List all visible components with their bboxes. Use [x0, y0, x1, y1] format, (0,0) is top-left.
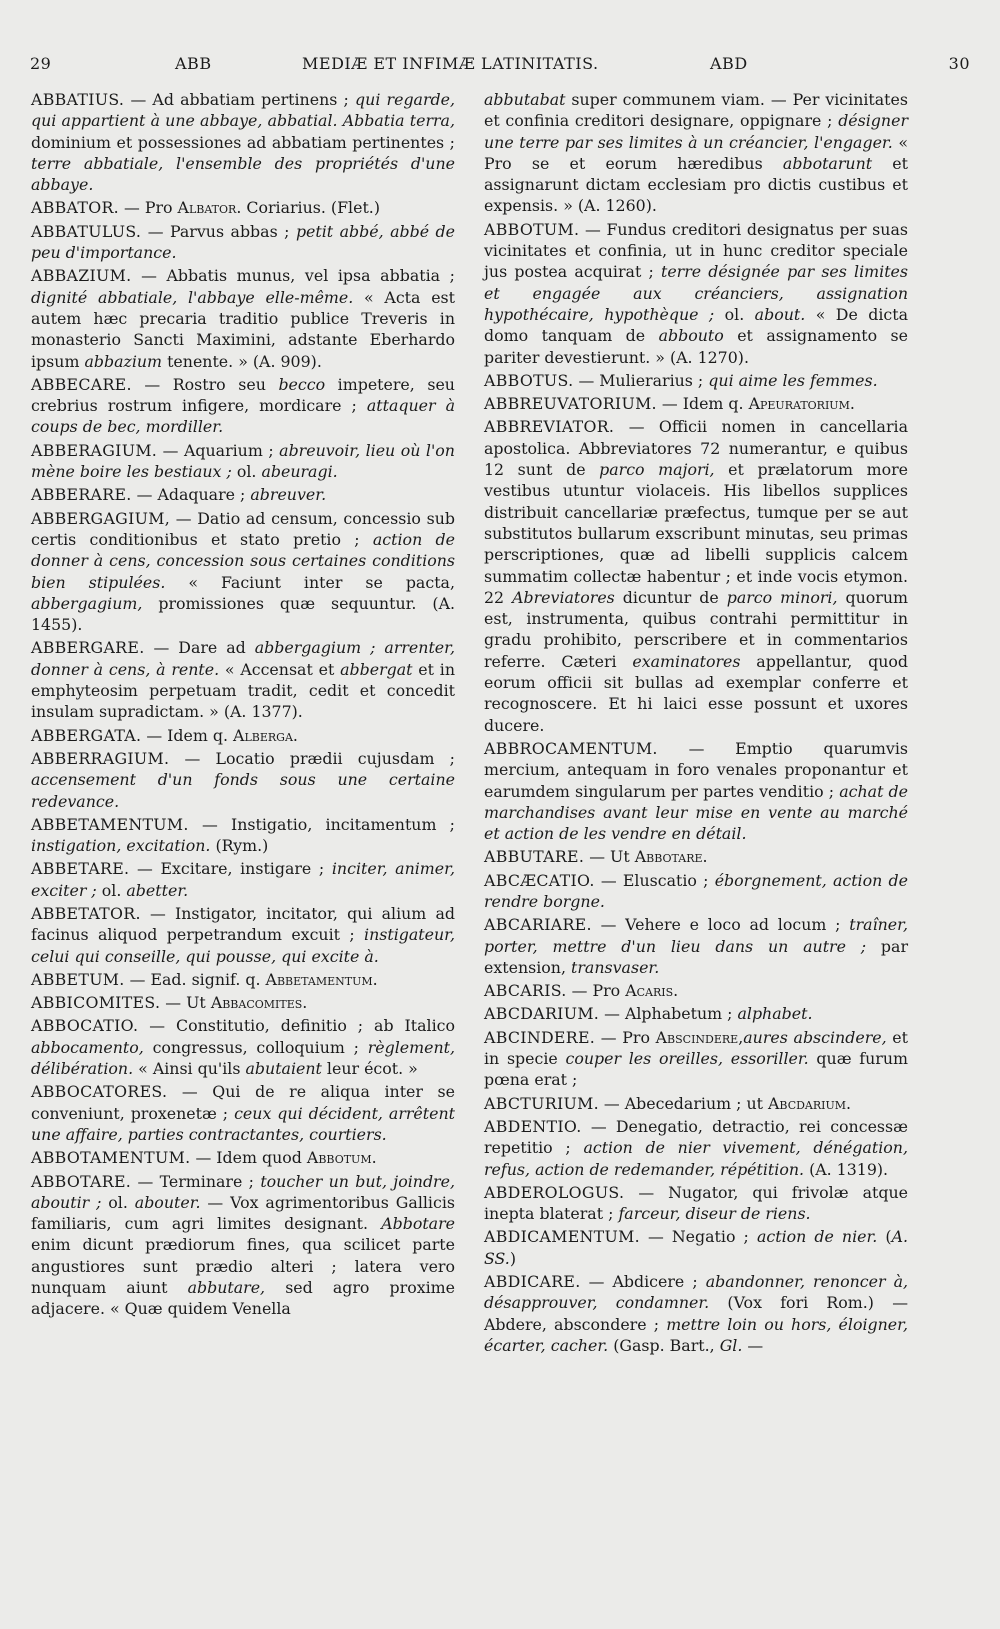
dictionary-entry — [31, 1147, 455, 1168]
dictionary-entry — [484, 1116, 908, 1180]
italic-gloss: farceur, diseur de riens. — [618, 1204, 811, 1224]
cross-reference: Abbacomites. — [210, 993, 308, 1013]
italic-gloss: examinatores — [632, 651, 741, 671]
page-header — [30, 54, 970, 80]
italic-gloss: abbutabat — [484, 90, 566, 109]
headword: ABCÆCATIO. — [484, 870, 595, 890]
definition-text: dominium et possessiones ad abbatiam pertinentes ; — [31, 132, 455, 152]
definition-text: — Abbatis munus, vel ipsa abbatia ; — [141, 266, 455, 286]
definition-text: dicuntur de — [614, 587, 727, 607]
italic-gloss: traîner, porter, mettre d'un lieu dans un autre ; — [484, 915, 908, 956]
italic-gloss: abutaient — [245, 1059, 322, 1079]
italic-gloss: inciter, animer, exciter ; — [31, 859, 455, 900]
definition-text: et assignamento se pariter devestierunt. » (A. 1270). — [484, 326, 909, 367]
definition-text: — Datio ad censum, concessio sub certis conditionibus et stato pretio ; — [31, 508, 455, 549]
italic-gloss: parco minori, — [726, 587, 838, 607]
definition-text: — Vehere e loco ad locum ; — [600, 915, 850, 935]
header-abbr-left: ABB — [175, 54, 212, 73]
definition-text: leur écot. » — [321, 1059, 418, 1079]
headword: ABBATOR. — [31, 198, 119, 218]
dictionary-entry — [31, 1015, 455, 1079]
italic-gloss: abandonner, renoncer à, désapprouver, condamner. — [484, 1272, 909, 1313]
definition-text: — Eluscatio ; — [600, 870, 715, 890]
definition-text: — Mulierarius ; — [578, 370, 709, 390]
definition-text: par extension, — [484, 936, 909, 977]
dictionary-entry — [31, 221, 455, 264]
page-number-right: 30 — [948, 54, 970, 73]
headword: ABBAZIUM. — [31, 266, 132, 286]
italic-gloss: becco — [278, 374, 326, 394]
dictionary-entry — [31, 1171, 455, 1320]
italic-gloss: action de donner à cens, concession sous certaines conditions bien stipulées. — [31, 529, 455, 592]
dictionary-entry — [31, 969, 455, 990]
definition-text: (Vox fori Rom.) — Abdere, abscondere ; — [484, 1293, 909, 1334]
headword: ABBATIUS. — [31, 90, 125, 109]
definition-text: — Ead. signif. q. — [129, 969, 266, 989]
definition-text: « Accensat et — [219, 659, 341, 679]
definition-text: — Constitutio, definitio ; ab Italico — [149, 1016, 455, 1036]
definition-text: ol. — [101, 1192, 135, 1212]
dictionary-entry — [484, 1003, 908, 1024]
headword: ABBREUVATORIUM. — [484, 394, 657, 414]
italic-gloss: abbergagium ; arrenter, donner à cens, à rente. — [31, 638, 455, 679]
cross-reference: Abcdarium. — [768, 1093, 852, 1113]
dictionary-entry — [31, 89, 455, 195]
headword: ABBECARE. — [31, 374, 132, 394]
left-column — [31, 89, 455, 1322]
definition-text: — Abecedarium ; ut — [603, 1093, 768, 1113]
italic-gloss: accensement d'un fonds sous une certaine redevance. — [31, 770, 455, 811]
italic-gloss: terre abbatiale, l'ensemble des propriétés d'une abbaye. — [31, 153, 455, 195]
italic-gloss: parco majori, — [599, 460, 715, 480]
headword: ABBERGATA. — [31, 725, 142, 745]
definition-text: — Fundus creditori designatus per suas vicinitates et confinia, ut in hunc creditor speciale jus postea acquirat ; — [484, 219, 908, 282]
definition-text: — Pro — [124, 198, 178, 218]
definition-text: « Pro se et eorum hæredibus — [484, 132, 908, 173]
dictionary-entry — [484, 1182, 908, 1225]
italic-gloss: éborgnement, action de rendre borgne. — [484, 870, 908, 911]
headword: ABBICOMITES. — [31, 993, 161, 1013]
italic-gloss: mettre loin ou hors, éloigner, écarter, cacher. — [484, 1314, 908, 1355]
headword: ABDENTIO. — [484, 1116, 582, 1136]
italic-gloss: transvaser. — [571, 957, 660, 977]
italic-gloss: Abbotare — [381, 1214, 455, 1234]
definition-text: et in emphyteosim perpetuam tradit, cedit et concedit insulam supradictam. » (A. 1377). — [31, 659, 455, 722]
definition-text: promissiones quæ sequuntur. (A. 1455). — [31, 593, 455, 635]
italic-gloss: abreuver. — [250, 485, 327, 505]
dictionary-entry — [31, 725, 455, 746]
italic-gloss: abouter. — [134, 1192, 201, 1212]
italic-gloss: couper les oreilles, essoriller. — [565, 1049, 809, 1069]
definition-text: — Abdicere ; — [588, 1272, 706, 1292]
definition-text: (Rym.) — [210, 836, 269, 856]
headword: ABDICARE. — [484, 1272, 581, 1292]
definition-text: — Idem q. — [661, 394, 749, 414]
dictionary-entry — [484, 1027, 908, 1091]
definition-text: — — [742, 1335, 764, 1355]
italic-gloss: abbutare, — [187, 1278, 266, 1298]
dictionary-entry — [484, 738, 908, 844]
cross-reference: Acaris. — [625, 981, 679, 1001]
definition-text: — Officii nomen in cancellaria apostolica. Abbreviatores 72 numerantur, e quibus 12 sunt de — [484, 417, 908, 480]
definition-text: ol. — [231, 462, 262, 482]
headword: ABBETATOR. — [31, 903, 141, 923]
italic-gloss: qui regarde, qui appartient à une abbaye, abbatial. — [31, 90, 456, 131]
cross-reference: Apeuratorium. — [748, 394, 855, 414]
dictionary-entry — [31, 903, 455, 967]
headword: ABCTURIUM. — [484, 1093, 599, 1113]
definition-text: — Ut — [589, 847, 635, 867]
definition-text: — Pro — [600, 1027, 656, 1047]
dictionary-entry — [484, 89, 908, 217]
headword: ABBOTUM. — [484, 219, 580, 239]
italic-gloss: abbergat — [340, 659, 413, 679]
headword: ABBERARE. — [31, 485, 132, 505]
headword: ABBETUM. — [31, 969, 125, 989]
dictionary-entry — [484, 1093, 908, 1114]
definition-text: — Nugator, qui frivolæ atque inepta blaterat ; — [484, 1182, 908, 1224]
definition-text: — Negatio ; — [647, 1227, 757, 1247]
definition-text: (Gasp. Bart., — [608, 1335, 720, 1355]
dictionary-entry — [484, 846, 908, 867]
dictionary-entry — [31, 484, 455, 505]
italic-gloss: action de nier. — [756, 1227, 878, 1247]
definition-text: — Qui de re aliqua inter se conveniunt, proxenetæ ; — [31, 1082, 455, 1123]
italic-gloss: désigner une terre par ses limites à un créancier, l'engager. — [484, 111, 908, 152]
cross-reference: Alberga. — [233, 725, 298, 745]
italic-gloss: ceux qui décident, arrêtent une affaire, parties contractantes, courtiers. — [31, 1103, 455, 1144]
italic-gloss: Abbatia terra, — [342, 111, 456, 131]
definition-text: — Instigatio, incitamentum ; — [201, 814, 455, 834]
definition-text: — Vox agrimentoribus Gallicis familiaris, cum agri limites designant. — [31, 1192, 455, 1234]
italic-gloss: instigateur, celui qui conseille, qui pousse, qui excite à. — [31, 925, 455, 966]
definition-text: ol. — [96, 880, 127, 900]
italic-gloss: Abreviatores — [512, 587, 615, 607]
italic-gloss: A. SS. — [484, 1227, 909, 1268]
italic-gloss: qui aime les femmes. — [708, 370, 878, 390]
right-column — [484, 89, 908, 1358]
headword: ABBOTUS. — [484, 370, 574, 390]
italic-gloss: abbocamento, — [31, 1037, 144, 1057]
definition-text: « Faciunt inter se pacta, — [165, 572, 455, 592]
headword: ABBERRAGIUM. — [31, 748, 170, 768]
definition-text: — Aquarium ; — [162, 440, 280, 460]
headword: ABCINDERE. — [484, 1027, 596, 1047]
definition-text: — Parvus abbas ; — [147, 221, 296, 241]
headword: ABCDARIUM. — [484, 1004, 600, 1024]
headword: ABBETAMENTUM. — [31, 814, 189, 834]
dictionary-entry — [484, 914, 908, 978]
dictionary-entry — [31, 637, 455, 722]
italic-gloss: dignité abbatiale, l'abbaye elle-même. — [31, 287, 354, 307]
dictionary-entry — [31, 748, 455, 812]
definition-text: — Locatio prædii cujusdam ; — [184, 748, 455, 768]
headword: ABBUTARE. — [484, 847, 585, 867]
italic-gloss: action de nier vivement, dénégation, refus, action de redemander, répétition. — [484, 1138, 908, 1179]
headword: ABBERGAGIUM, — [31, 508, 171, 528]
italic-gloss: abbergagium, — [31, 593, 143, 613]
definition-text: Coriarius. (Flet.) — [241, 198, 380, 218]
headword: ABDICAMENTUM. — [484, 1227, 640, 1247]
definition-text: — Terminare ; — [137, 1171, 261, 1191]
definition-text: enim dicunt prædiorum fines, qua scilicet parte angustiores sunt prædio alteri ; latera vero nunquam aiunt — [31, 1235, 455, 1298]
definition-text: « De dicta domo tanquam de — [484, 304, 908, 346]
dictionary-entry — [31, 508, 455, 636]
definition-text: « Acta est autem hæc precaria traditio publice Treveris in monasterio Sancti Maximini, adstante Eberhardo ipsum — [31, 287, 455, 371]
dictionary-entry — [484, 370, 908, 391]
italic-gloss: abetter. — [126, 880, 189, 900]
definition-text: — Idem quod — [195, 1148, 307, 1168]
dictionary-entry — [31, 197, 455, 218]
definition-text: ) — [509, 1248, 516, 1268]
headword: ABBREVIATOR. — [484, 417, 615, 437]
italic-gloss: achat de marchandises avant leur mise en vente au marché et action de les vendre en détail. — [484, 781, 909, 844]
dictionary-entry — [484, 393, 908, 414]
headword: ABCARIARE. — [484, 915, 592, 935]
dictionary-entry — [484, 980, 908, 1001]
headword: ABBOTAMENTUM. — [31, 1148, 191, 1168]
italic-gloss: abbotarunt — [782, 153, 873, 173]
definition-text: — Idem q. — [146, 725, 234, 745]
italic-gloss: about. — [754, 304, 806, 324]
definition-text: quæ furum pœna erat ; — [484, 1049, 908, 1090]
dictionary-entry — [31, 374, 455, 438]
dictionary-entry — [484, 416, 908, 735]
definition-text: et prælatorum more vestibus utuntur violaceis. His libellos supplices distribuit cancellariæ præfectus, tumque per se aut substitutos bullarum exscribunt minutas, seu primas perscriptiones, quæ ad libelli supplicis calcem summatim collectæ habentur ; et inde vocis etymon. 22 — [484, 460, 908, 607]
definition-text: — Denegatio, detractio, rei concessæ repetitio ; — [484, 1116, 908, 1158]
dictionary-entry — [31, 1081, 455, 1145]
definition-text: appellantur, quod eorum officii sit bullas ad exemplar conferre et recognoscere. Et hi laici esse possunt et uxores ducere. — [484, 651, 908, 735]
cross-reference: Abscindere, — [655, 1027, 744, 1047]
definition-text: super communem viam. — Per vicinitates et confinia creditori designare, oppignare ; — [484, 90, 908, 131]
italic-gloss: abbouto — [658, 326, 724, 346]
definition-text: — Emptio quarumvis mercium, antequam in foro venales proponantur et earumdem singularum per partes venditio ; — [484, 738, 908, 801]
italic-gloss: aures abscindere, — [743, 1027, 887, 1047]
page-number-left: 29 — [30, 54, 52, 73]
dictionary-entry — [484, 1226, 908, 1269]
definition-text: — Dare ad — [153, 638, 255, 658]
headword: ABBETARE. — [31, 859, 130, 879]
definition-text: — Ad abbatiam pertinens ; — [130, 90, 356, 109]
definition-text: impetere, seu crebrius rostrum infigere, mordicare ; — [31, 374, 455, 416]
headword: ABBERGARE. — [31, 638, 145, 658]
headword: ABBOTARE. — [31, 1171, 132, 1191]
cross-reference: Albator. — [177, 198, 242, 218]
running-title: MEDIÆ ET INFIMÆ LATINITATIS. — [302, 54, 599, 73]
header-abbr-right: ABD — [710, 54, 748, 73]
italic-gloss: règlement, délibération. — [31, 1037, 455, 1079]
italic-gloss: abbazium — [84, 351, 163, 371]
definition-text: — Excitare, instigare ; — [137, 859, 332, 879]
dictionary-entry — [484, 870, 908, 913]
dictionary-entry — [31, 265, 455, 371]
definition-text: — Pro — [571, 981, 626, 1001]
dictionary-entry — [484, 219, 908, 368]
italic-gloss: alphabet. — [737, 1004, 813, 1024]
headword: ABBROCAMENTUM. — [484, 738, 658, 758]
definition-text: quorum est, instrumenta, quibus contrahi permittitur in gradu prohibito, perscribere et in commentarios referre. Cæteri — [484, 587, 908, 671]
definition-text: « Ainsi qu'ils — [133, 1059, 246, 1079]
definition-text: — Alphabetum ; — [604, 1004, 738, 1024]
italic-gloss: abreuvoir, lieu où l'on mène boire les bestiaux ; — [31, 440, 455, 482]
headword: ABDEROLOGUS. — [484, 1182, 625, 1202]
headword: ABBATULUS. — [31, 221, 142, 241]
italic-gloss: Gl. — [719, 1335, 743, 1355]
cross-reference: Abbotum. — [306, 1148, 377, 1168]
definition-text: ol. — [714, 304, 755, 324]
dictionary-entry — [31, 814, 455, 857]
definition-text: (A. 1319). — [804, 1159, 889, 1179]
definition-text: — Instigator, incitator, qui alium ad facinus aliquod perpetrandum excuit ; — [31, 903, 455, 945]
italic-gloss: terre désignée par ses limites et engagée aux créanciers, assignation hypothécaire, hypothèque ; — [484, 262, 908, 324]
definition-text: — Ut — [165, 993, 211, 1013]
definition-text: — Rostro seu — [144, 374, 279, 394]
italic-gloss: instigation, excitation. — [31, 836, 211, 856]
headword: ABBOCATORES. — [31, 1082, 168, 1102]
cross-reference: Abbotare. — [634, 847, 708, 867]
italic-gloss: attaquer à coups de bec, mordiller. — [31, 396, 455, 437]
definition-text: et in specie — [484, 1027, 908, 1069]
italic-gloss: toucher un but, joindre, aboutir ; — [31, 1171, 455, 1212]
headword: ABBERAGIUM. — [31, 440, 158, 460]
cross-reference: Abbetamentum. — [265, 969, 378, 989]
headword: ABBOCATIO. — [31, 1016, 139, 1036]
headword: ABCARIS. — [484, 981, 567, 1001]
definition-text: congressus, colloquium ; — [143, 1037, 368, 1057]
definition-text: — Adaquare ; — [136, 485, 251, 505]
definition-text: tenente. » (A. 909). — [162, 351, 322, 371]
dictionary-entry — [484, 1271, 908, 1356]
italic-gloss: petit abbé, abbé de peu d'importance. — [31, 221, 455, 263]
definition-text: et assignarunt dictam ecclesiam pro dictis custibus et expensis. » (A. 1260). — [484, 153, 908, 216]
dictionary-entry — [31, 440, 455, 483]
definition-text: ( — [877, 1227, 892, 1247]
dictionary-entry — [31, 992, 455, 1013]
italic-gloss: abeuragi. — [261, 462, 338, 482]
dictionary-entry — [31, 858, 455, 901]
definition-text: sed agro proxime adjacere. « Quæ quidem Venella — [31, 1278, 456, 1319]
